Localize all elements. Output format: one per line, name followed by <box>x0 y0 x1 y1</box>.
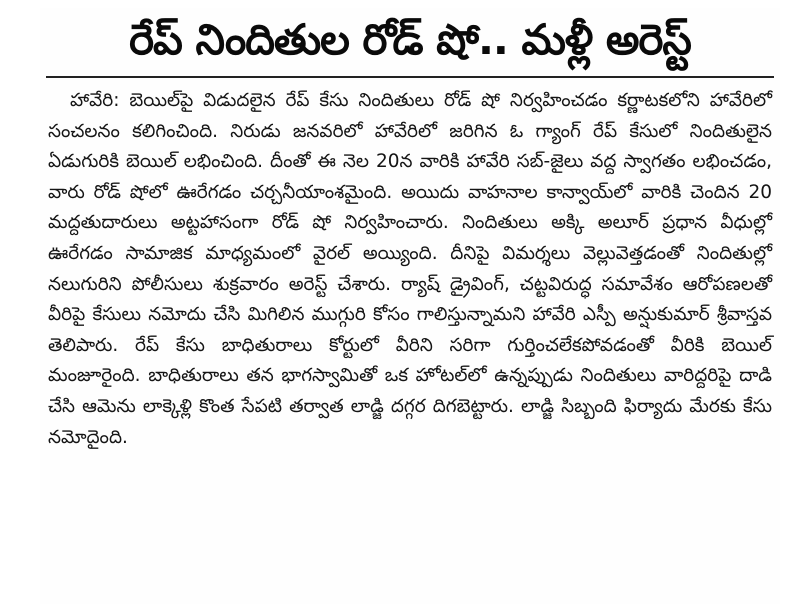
article-dateline: హావేరి: <box>70 90 120 111</box>
article-body-text: బెయిల్‌పై విడుదలైన రేప్ కేసు నిందితులు రోడ్ షో నిర్వహించడం కర్ణాటకలోని హావేరిలో సంచలనం కలిగించింది. నిరుడు జనవరిలో హావేరిలో జరిగిన ఓ గ్యాంగ్ రేప్ కేసులో నిందితులైన ఏడుగురికి బెయిల్ లభించింది. దీంతో ఈ నెల 20న వారికి హావేరి సబ్-జైలు వద్ద స్వాగతం లభించడం, వారు రోడ్ షోలో ఊరేగడం చర్చనీయాంశమైంది. అయిదు వాహనాల కాన్వాయ్‌లో వారికి చెందిన 20 మద్దతుదారులు అట్టహాసంగా రోడ్ షో నిర్వహించారు. నిందితులు అక్కి అలూర్ ప్రధాన వీధుల్లో ఊరేగడం సామాజిక మాధ్యమంలో వైరల్ అయ్యింది. దీనిపై విమర్శలు వెల్లువెత్తడంతో నిందితుల్లో నలుగురిని పోలీసులు శుక్రవారం అరెస్ట్ చేశారు. ర్యాష్ డ్రైవింగ్, చట్టవిరుద్ధ సమావేశం ఆరోపణలతో వీరిపై కేసులు నమోదు చేసి మిగిలిన ముగ్గురి కోసం గాలిస్తున్నామని హావేరి ఎస్పీ అన్షుకుమార్ శ్రీవాస్తవ తెలిపారు. రేప్ కేసు బాధితురాలు కోర్టులో వీరిని సరిగా గుర్తించలేకపోవడంతో వీరికి బెయిల్ మంజూరైంది. బాధితురాలు తన భాగస్వామితో ఒక హోటల్‌లో ఉన్నప్పుడు నిందితులు వారిద్దరిపై దాడి చేసి ఆమెను లాక్కెళ్లి కొంత సేపటి తర్వాత లాడ్జి దగ్గర దిగబెట్టారు. లాడ్జి సిబ్బంది ఫిర్యాదు మేరకు కేసు నమోదైంది. <box>48 90 772 448</box>
article-body <box>48 86 772 453</box>
headline-divider <box>46 76 774 78</box>
article-headline: రేప్ నిందితుల రోడ్ షో.. మళ్లీ అరెస్ట్ <box>129 15 691 64</box>
news-clipping <box>40 8 780 604</box>
